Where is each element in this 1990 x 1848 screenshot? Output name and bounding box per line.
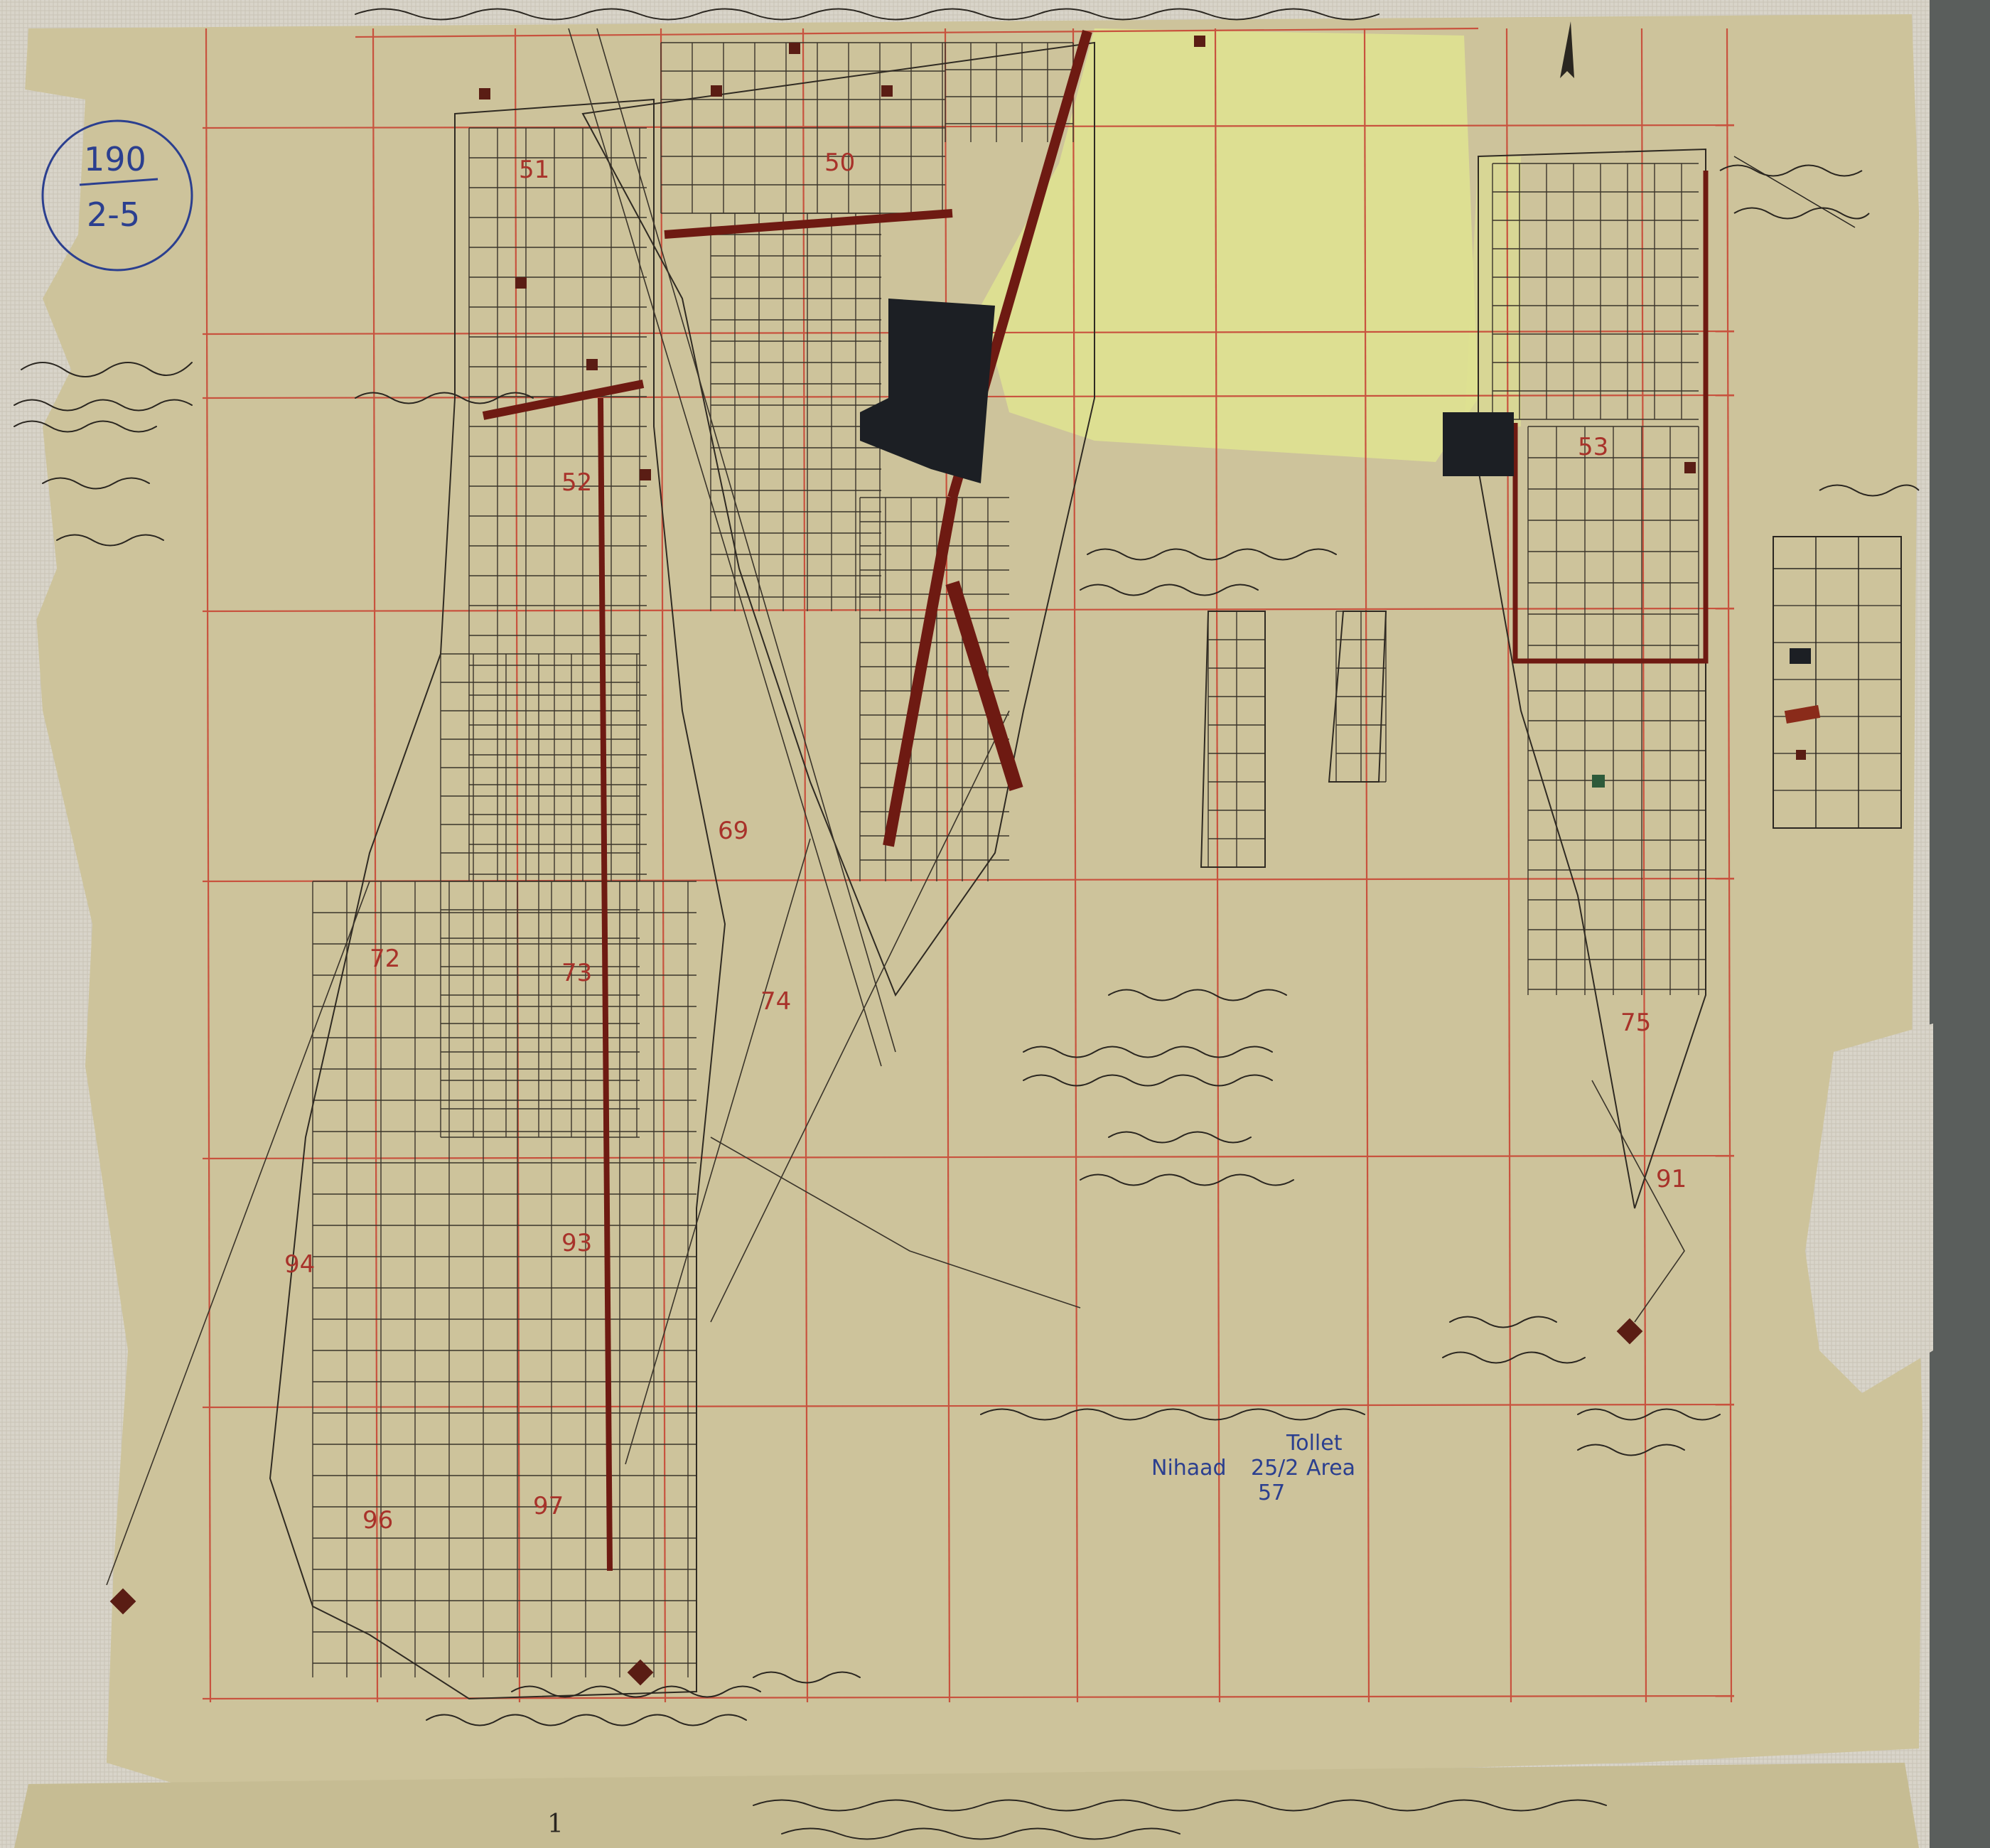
block-label: 74 [760,987,792,1016]
right-edge-shadow [1930,0,1990,1848]
stamp-top: 190 [84,140,146,178]
dark-block-right [1443,412,1514,476]
block-label: 96 [362,1506,394,1535]
legend-swatch-dark [1790,648,1811,664]
block-label: 94 [284,1250,316,1279]
signature-area: Area [1306,1456,1356,1481]
block-label: 93 [561,1229,593,1257]
scale-note: 1 [547,1810,564,1839]
block-label: 51 [519,156,550,184]
block-label: 91 [1656,1165,1687,1193]
block-label: 50 [824,149,856,177]
block-label: 97 [533,1492,564,1520]
stamp-bottom: 2-5 [87,195,141,234]
block-label: 73 [561,959,593,987]
block-label: 75 [1620,1009,1652,1037]
signature-name: Nihaad [1151,1456,1227,1481]
block-label: 69 [718,817,749,845]
block-label: 53 [1578,433,1609,461]
legend-swatch-marker [1796,750,1806,760]
signature-year: 57 [1258,1481,1286,1505]
paper-sheet [14,14,1922,1791]
signature-date: 25/2 [1251,1456,1299,1481]
block-label: 72 [370,945,401,973]
block-label: 52 [561,468,593,497]
signature-title: Tollet [1286,1431,1343,1456]
